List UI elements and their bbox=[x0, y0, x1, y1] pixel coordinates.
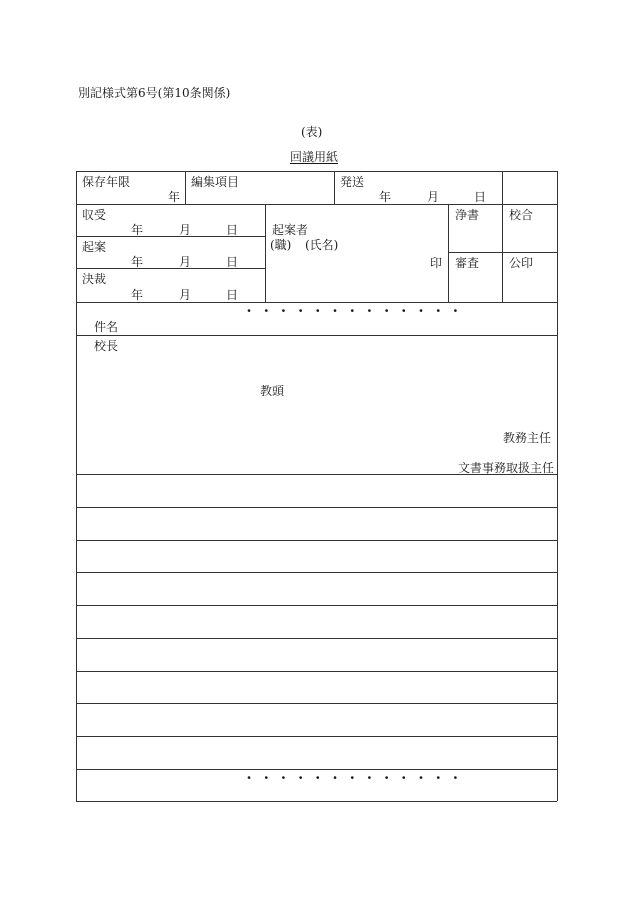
separator-dots-top: ・・・・・・・・・・・・・ bbox=[243, 304, 467, 318]
dispatch-month: 月 bbox=[427, 190, 440, 204]
drafted-label: 起案 bbox=[82, 240, 107, 254]
document-affairs-head-label: 文書事務取扱主任 bbox=[458, 461, 555, 475]
blank-row-line bbox=[76, 638, 557, 639]
divider bbox=[265, 204, 266, 302]
separator-dots-bottom: ・・・・・・・・・・・・・ bbox=[243, 771, 467, 785]
drafter-position-label: (職) bbox=[270, 238, 292, 252]
blank-row-line bbox=[76, 572, 557, 573]
blank-row-line bbox=[76, 671, 557, 672]
blank-row-line bbox=[76, 736, 557, 737]
decided-month: 月 bbox=[179, 288, 192, 302]
blank-row-line bbox=[76, 540, 557, 541]
table-border-right bbox=[557, 171, 558, 801]
clean-copy-label: 浄書 bbox=[455, 208, 480, 222]
divider bbox=[76, 335, 557, 336]
review-label: 審査 bbox=[455, 256, 480, 270]
drafter-seal-label: 印 bbox=[430, 256, 443, 270]
retention-year-unit: 年 bbox=[168, 190, 181, 204]
blank-row-line bbox=[76, 605, 557, 606]
drafter-label: 起案者 bbox=[272, 223, 309, 237]
proofread-label: 校合 bbox=[509, 208, 534, 222]
subject-label: 件名 bbox=[94, 320, 119, 334]
received-year: 年 bbox=[131, 223, 144, 237]
dispatch-year: 年 bbox=[379, 190, 392, 204]
decided-label: 決裁 bbox=[82, 272, 107, 286]
table-border-top bbox=[76, 171, 557, 172]
dispatch-day: 日 bbox=[474, 190, 487, 204]
divider bbox=[448, 252, 557, 253]
academic-affairs-head-label: 教務主任 bbox=[503, 431, 552, 445]
divider bbox=[448, 204, 449, 302]
received-month: 月 bbox=[179, 223, 192, 237]
divider bbox=[502, 171, 503, 302]
official-seal-label: 公印 bbox=[509, 256, 534, 270]
dispatch-label: 発送 bbox=[340, 175, 365, 189]
received-day: 日 bbox=[226, 223, 239, 237]
side-label: (表) bbox=[301, 125, 323, 139]
vice-principal-label: 教頭 bbox=[260, 384, 285, 398]
decided-day: 日 bbox=[226, 288, 239, 302]
drafted-year: 年 bbox=[131, 255, 144, 269]
divider bbox=[185, 171, 186, 205]
drafted-day: 日 bbox=[226, 255, 239, 269]
received-label: 収受 bbox=[82, 208, 107, 222]
drafter-name-label: (氏名) bbox=[305, 238, 339, 252]
drafted-month: 月 bbox=[179, 255, 192, 269]
retention-label: 保存年限 bbox=[82, 175, 131, 189]
form-title: 回議用紙 bbox=[290, 150, 339, 164]
edit-item-label: 編集項目 bbox=[191, 175, 240, 189]
principal-label: 校長 bbox=[94, 339, 119, 353]
table-border-left bbox=[76, 171, 77, 801]
table-border-bottom bbox=[76, 801, 557, 802]
divider bbox=[334, 171, 335, 205]
blank-row-line bbox=[76, 703, 557, 704]
decided-year: 年 bbox=[131, 288, 144, 302]
blank-row-line bbox=[76, 507, 557, 508]
form-number: 別記様式第6号(第10条関係) bbox=[78, 86, 231, 100]
